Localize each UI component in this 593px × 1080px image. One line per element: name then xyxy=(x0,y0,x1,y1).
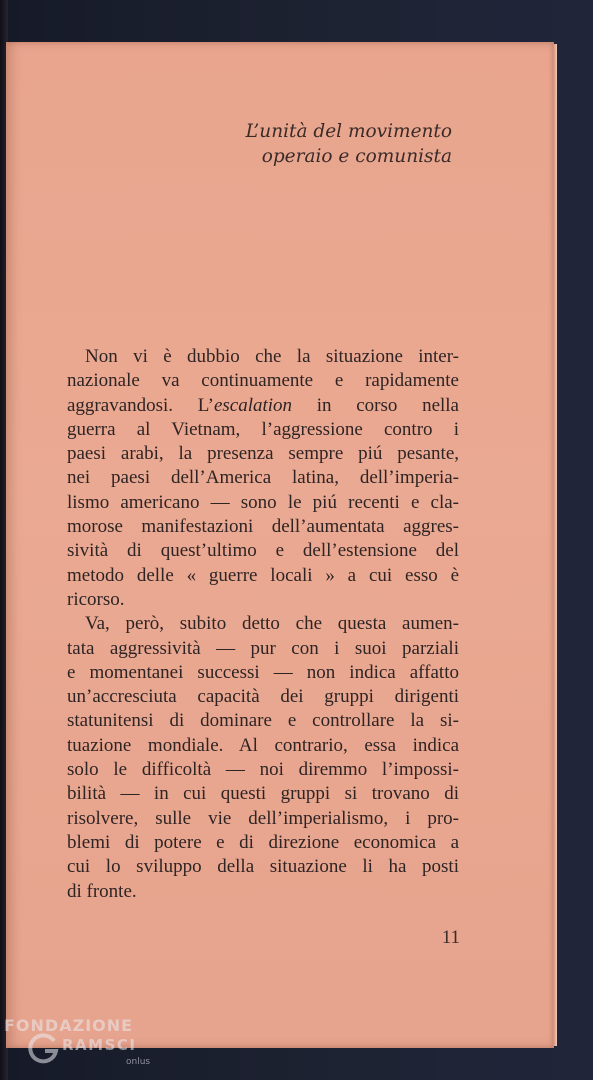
text-line: metodo delle « guerre locali » a cui esso è xyxy=(67,564,459,586)
text-line: morose manifestazioni dell’aumentata aggres- xyxy=(67,516,459,538)
text-line: paesi arabi, la presenza sempre piú pesante, xyxy=(67,443,459,465)
text-line: un’accresciuta capacità dei gruppi dirigenti xyxy=(67,686,459,708)
text-line: Va, però, subito detto che questa aumen- xyxy=(85,613,459,635)
text-line: tata aggressività — pur con i suoi parziali xyxy=(67,637,459,659)
text-line: guerra al Vietnam, l’aggressione contro i xyxy=(67,418,459,440)
watermark-line-1: FONDAZIONE xyxy=(4,1016,134,1035)
watermark-g-logo-icon xyxy=(26,1032,60,1066)
heading-line-1: L’unità del movimento xyxy=(245,121,452,142)
text-line: lismo americano — sono le piú recenti e cla- xyxy=(67,491,459,513)
text-line: nei paesi dell’America latina, dell’imperia- xyxy=(67,467,459,489)
text-line: bilità — in cui questi gruppi si trovano di xyxy=(67,783,459,805)
watermark-line-2: RAMSCI xyxy=(62,1036,137,1054)
text-line: statunitensi di dominare e controllare la si- xyxy=(67,710,459,732)
text-line: nazionale va continuamente e rapidamente xyxy=(67,370,459,392)
emphasis: escalation xyxy=(213,394,293,416)
text-line: blemi di potere e di direzione economica a xyxy=(67,831,459,853)
text-line: solo le difficoltà — noi diremmo l’impossi- xyxy=(67,759,459,781)
body-text xyxy=(67,345,459,904)
text-line: sività di quest’ultimo e dell’estensione del xyxy=(67,540,459,562)
foundation-watermark xyxy=(4,1014,174,1078)
text-line: di fronte. xyxy=(67,880,137,902)
text-line: Non vi è dubbio che la situazione inter- xyxy=(85,346,459,367)
chapter-heading xyxy=(152,119,452,169)
text-line: aggravandosi. L’escalation in corso nella xyxy=(67,394,459,416)
heading-line-2: operaio e comunista xyxy=(261,146,452,167)
text-line: risolvere, sulle vie dell’imperialismo, i pro- xyxy=(67,807,459,829)
page-number: 11 xyxy=(441,927,460,948)
text-line: ricorso. xyxy=(67,588,125,610)
text-line: tuazione mondiale. Al contrario, essa indica xyxy=(67,734,459,756)
page-edge xyxy=(553,44,557,1046)
watermark-line-3: onlus xyxy=(126,1057,151,1067)
text-line: e momentanei successi — non indica affatto xyxy=(67,661,459,683)
text-line: cui lo sviluppo della situazione li ha posti xyxy=(67,856,459,878)
